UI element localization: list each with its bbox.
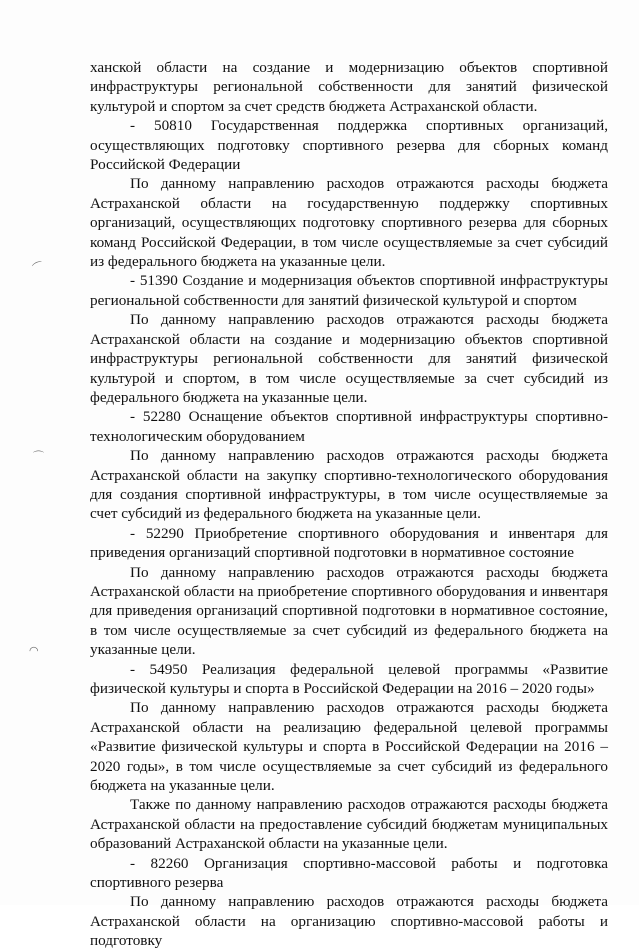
scan-mark-icon: ⌒: [30, 259, 47, 276]
paragraph: По данному направлению расходов отражаются расходы бюджета Астраханской области на приобретение спортивного оборудования и инвентаря для приведения организаций спортивной подготовки в нормативное состояние, в том числе осуществляемые за счет субсидий из федерального бюджета на указанные цели.: [90, 563, 608, 659]
scan-mark-icon: ⌒: [33, 450, 44, 463]
paragraph: - 82260 Организация спортивно-массовой работы и подготовка спортивного резерва: [90, 854, 608, 892]
paragraph: - 50810 Государственная поддержка спортивных организаций, осуществляющих подготовку спортивного резерва для сборных команд Российской Федерации: [90, 117, 608, 174]
paragraph: - 54950 Реализация федеральной целевой программы «Развитие физической культуры и спорта в Российской Федерации на 2016 – 2020 годы»: [90, 660, 608, 697]
paragraph: По данному направлению расходов отражаются расходы бюджета Астраханской области на создание и модернизацию объектов спортивной инфраструктуры региональной собственности для занятий физической культурой и спортом, в том числе осуществляемые за счет субсидий из федерального бюджета на указанные цели.: [90, 311, 608, 406]
paragraph: - 52290 Приобретение спортивного оборудования и инвентаря для приведения организаций спортивной подготовки в нормативное состояние: [90, 524, 608, 562]
paragraph: По данному направлению расходов отражаются расходы бюджета Астраханской области на государственную поддержку спортивных организаций, осуществляющих подготовку спортивного резерва для сборных команд Российской Федерации, в том числе осуществляемые за счет субсидий из федерального бюджета на указанные цели.: [90, 175, 608, 271]
document-text: [90, 58, 608, 951]
paragraph: По данному направлению расходов отражаются расходы бюджета Астраханской области на реализацию федеральной целевой программы «Развитие физической культуры и спорта в Российской Федерации на 2016 – 2020 годы», в том числе осуществляемые за счет субсидий из федерального бюджета на указанные цели.: [90, 699, 608, 795]
paragraph: - 52280 Оснащение объектов спортивной инфраструктуры спортивно-технологическим оборудованием: [90, 408, 608, 445]
paragraph: По данному направлению расходов отражаются расходы бюджета Астраханской области на организацию спортивно-массовой работы и подготовку: [90, 893, 608, 950]
paragraph: ханской области на создание и модернизацию объектов спортивной инфраструктуры региональной собственности для занятий физической культурой и спортом за счет средств бюджета Астраханской области.: [90, 59, 608, 115]
paragraph: - 51390 Создание и модернизация объектов спортивной инфраструктуры региональной собственности для занятий физической культурой и спортом: [90, 272, 608, 309]
paragraph: Также по данному направлению расходов отражаются расходы бюджета Астраханской области на предоставление субсидий бюджетам муниципальных образований Астраханской области на указанные цели.: [90, 796, 608, 853]
punch-hole-icon: ◠: [29, 644, 39, 657]
paragraph: По данному направлению расходов отражаются расходы бюджета Астраханской области на закупку спортивно-технологического оборудования для создания спортивной инфраструктуры, в том числе осуществляемые за счет субсидий из федерального бюджета на указанные цели.: [90, 447, 608, 523]
